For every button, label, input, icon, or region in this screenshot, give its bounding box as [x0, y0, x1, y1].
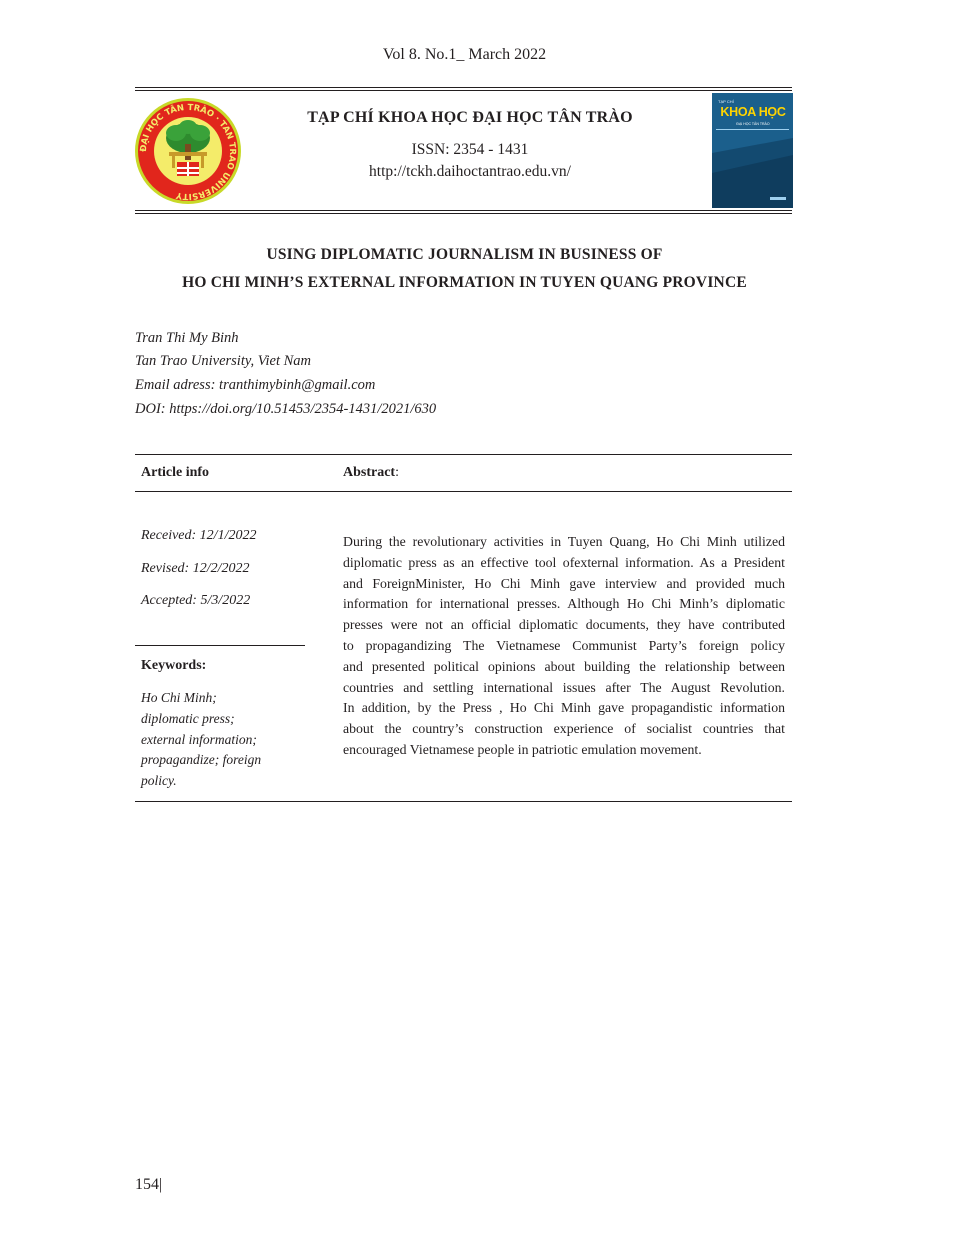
abstract-body: [343, 532, 785, 761]
article-info-heading: Article info: [141, 465, 210, 480]
article-title-line-1: USING DIPLOMATIC JOURNALISM IN BUSINESS OF: [266, 246, 663, 263]
cover-subtitle: ĐẠI HỌC TÂN TRÀO: [736, 122, 770, 126]
article-doi[interactable]: DOI: https://doi.org/10.51453/2354-1431/2021/630: [135, 401, 437, 417]
journal-issn: ISSN: 2354 - 1431: [411, 141, 529, 158]
masthead-top-rule: [135, 87, 792, 88]
received-date: Received: 12/1/2022: [141, 528, 257, 543]
author-email[interactable]: Email adress: tranthimybinh@gmail.com: [135, 377, 376, 393]
masthead-top-rule-2: [135, 90, 792, 91]
abstract-line: encouraged Vietnamese people in patriotic emulation movement.: [343, 741, 702, 757]
university-logo: [132, 96, 244, 206]
info-table-bottom-rule: [135, 801, 792, 802]
keywords-list: [141, 688, 301, 792]
masthead-bottom-rule: [135, 210, 792, 211]
info-table-header-rule: [135, 491, 792, 492]
revised-date: Revised: 12/2/2022: [141, 561, 250, 576]
abstract-heading-colon: :: [395, 465, 399, 480]
author-name: Tran Thi My Binh: [135, 330, 239, 346]
cover-small-text: TẠP CHÍ: [718, 99, 734, 104]
keyword-line: diplomatic press;: [141, 710, 235, 726]
info-table-top-rule: [135, 454, 792, 455]
author-affiliation: Tan Trao University, Viet Nam: [135, 353, 312, 369]
abstract-line: During the revolutionary activities in Tuyen Quang, Ho Chi Minh utilized: [343, 534, 785, 549]
journal-name: TẠP CHÍ KHOA HỌC ĐẠI HỌC TÂN TRÀO: [307, 109, 633, 126]
article-title-line-2: HO CHI MINH’S EXTERNAL INFORMATION IN TUYEN QUANG PROVINCE: [182, 274, 747, 291]
keywords-label: Keywords:: [141, 658, 207, 673]
journal-cover-image: [712, 93, 793, 208]
abstract-line: and ForeignMinister, Ho Chi Minh gave interview and provided much: [343, 575, 785, 591]
abstract-line: about the country’s construction experience of socialist countries that: [343, 721, 785, 737]
abstract-line: In addition, by the Press , Ho Chi Minh gave propagandistic information: [343, 700, 785, 716]
abstract-line: countries and settling international issues after The August Revolution.: [343, 679, 785, 695]
masthead-bottom-rule-2: [135, 213, 792, 214]
logo-ring-text: ĐẠI HỌC TÂN TRÀO · TAN TRAO UNIVERSITY: [138, 102, 238, 202]
journal-url[interactable]: http://tckh.daihoctantrao.edu.vn/: [369, 163, 571, 180]
keyword-line: Ho Chi Minh;: [141, 690, 217, 705]
keyword-line: policy.: [141, 773, 177, 789]
keyword-line: propagandize; foreign: [141, 752, 262, 768]
cover-title: KHOA HỌC: [720, 105, 786, 119]
abstract-heading-label: Abstract: [343, 465, 396, 480]
abstract-line: presses were not an official diplomatic documents, they have contributed: [343, 617, 785, 633]
abstract-line: and presented political opinions about building the relationship between: [343, 658, 785, 674]
abstract-line: to propagandizing The Vietnamese Communist Party’s foreign policy: [343, 637, 785, 653]
abstract-heading: [343, 465, 399, 481]
running-header: Vol 8. No.1_ March 2022: [382, 46, 547, 63]
keywords-divider: [135, 645, 305, 646]
abstract-line: information for international presses. Although Ho Chi Minh’s diplomatic: [343, 596, 785, 612]
keyword-line: external information;: [141, 731, 257, 747]
page-number: 154|: [135, 1176, 163, 1193]
accepted-date: Accepted: 5/3/2022: [141, 593, 251, 608]
abstract-line: diplomatic press as an effective tool ofexternal information. As a President: [343, 554, 785, 570]
